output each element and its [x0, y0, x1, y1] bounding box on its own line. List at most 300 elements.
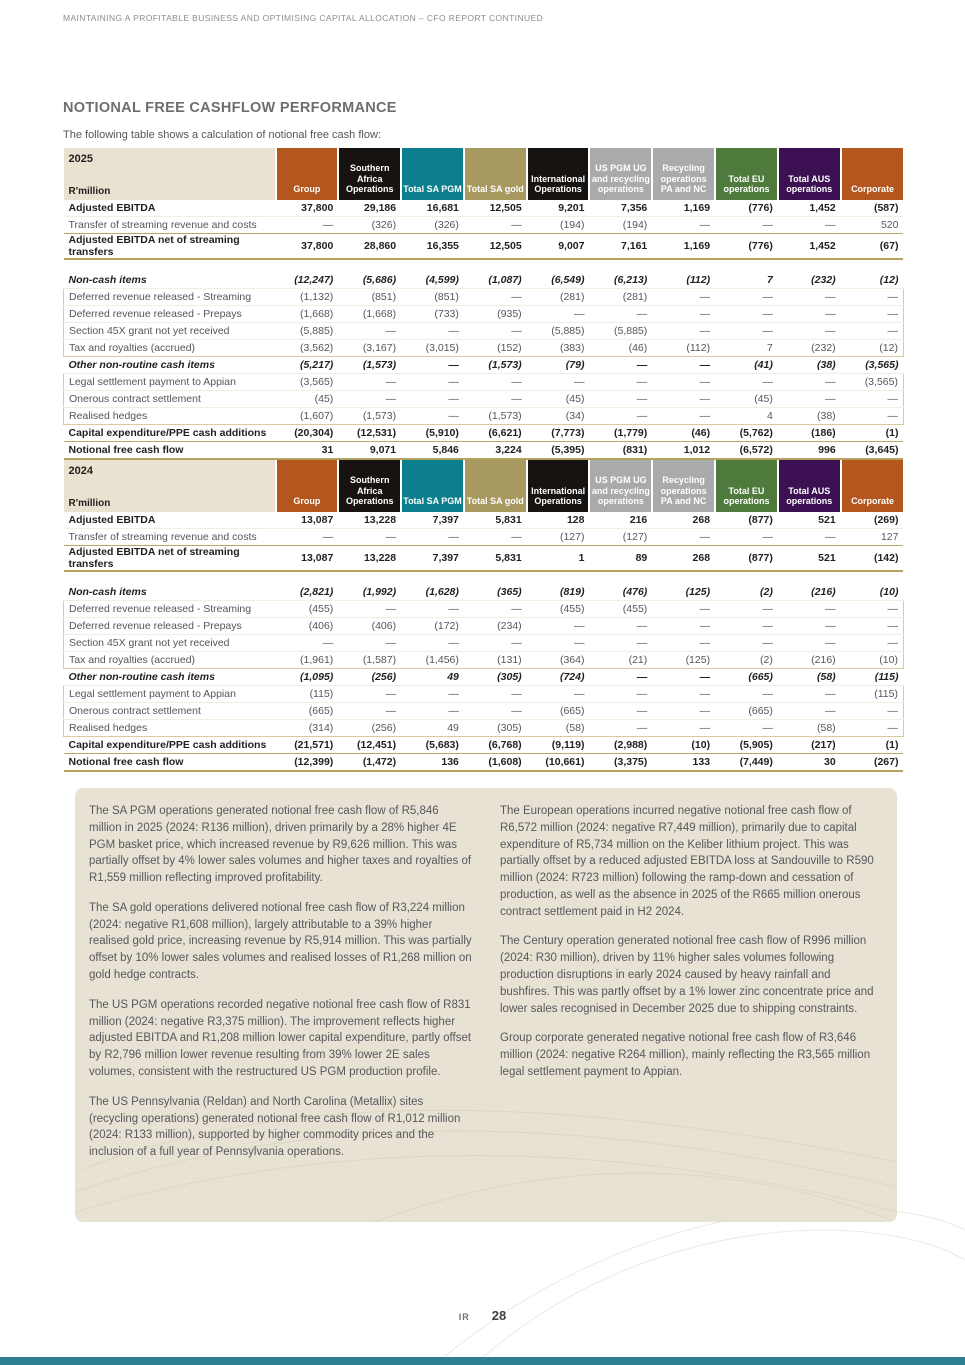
column-header: International Operations — [527, 460, 590, 512]
value-cell: — — [715, 374, 778, 391]
column-header: Total SA PGM — [401, 460, 464, 512]
value-cell: 521 — [778, 512, 841, 529]
value-cell: — — [778, 635, 841, 652]
row-label: Section 45X grant not yet received — [64, 635, 276, 652]
value-cell: 1,169 — [652, 234, 715, 260]
value-cell: (6,549) — [527, 272, 590, 289]
value-cell: — — [276, 529, 339, 546]
value-cell: — — [338, 529, 401, 546]
table-row — [64, 584, 904, 601]
value-cell: — — [589, 635, 652, 652]
value-cell: (21,571) — [276, 737, 339, 754]
value-cell: — — [841, 306, 904, 323]
value-cell: 1,452 — [778, 200, 841, 217]
value-cell: (38) — [778, 408, 841, 425]
value-cell: 7 — [715, 340, 778, 357]
value-cell: — — [715, 289, 778, 306]
commentary-paragraph: The US Pennsylvania (Reldan) and North Carolina (Metallix) sites (recycling operations) generated notional free cash flow of R1,012 million (2024: R133 million), supported by higher commodity prices and the inclusion of a full year of Pennsylvania operations. — [89, 1095, 461, 1159]
table-year-label: 2024 — [68, 465, 93, 477]
value-cell: (45) — [715, 391, 778, 408]
value-cell: — — [841, 289, 904, 306]
row-label: Other non-routine cash items — [64, 669, 276, 686]
value-cell: — — [401, 635, 464, 652]
value-cell: — — [778, 601, 841, 618]
value-cell: (1,573) — [338, 357, 401, 374]
value-cell: (724) — [527, 669, 590, 686]
page-number: 28 — [491, 1308, 507, 1323]
page-footer — [0, 1308, 965, 1323]
row-label: Transfer of streaming revenue and costs — [64, 529, 276, 546]
value-cell: (4,599) — [401, 272, 464, 289]
table-header-row — [64, 460, 904, 512]
column-header: Corporate — [841, 460, 904, 512]
value-cell: 13,087 — [276, 546, 339, 572]
row-label: Non-cash items — [64, 584, 276, 601]
page-title: NOTIONAL FREE CASHFLOW PERFORMANCE — [63, 100, 397, 116]
value-cell: (305) — [464, 669, 527, 686]
table-row — [64, 652, 904, 669]
table-year-label: 2025 — [68, 153, 93, 165]
value-cell: (5,885) — [589, 323, 652, 340]
value-cell: 996 — [778, 442, 841, 460]
value-cell: — — [464, 686, 527, 703]
value-cell: — — [652, 357, 715, 374]
value-cell: 13,228 — [338, 512, 401, 529]
table-row — [64, 442, 904, 460]
table-year-unit-header — [64, 460, 276, 512]
value-cell: 49 — [401, 720, 464, 737]
value-cell: 133 — [652, 754, 715, 772]
value-cell: (1,573) — [464, 357, 527, 374]
value-cell: — — [401, 686, 464, 703]
value-cell: — — [778, 703, 841, 720]
value-cell: — — [589, 720, 652, 737]
value-cell: (5,885) — [276, 323, 339, 340]
value-cell: — — [338, 703, 401, 720]
table-row — [64, 391, 904, 408]
value-cell: 30 — [778, 754, 841, 772]
table-row — [64, 546, 904, 572]
spacer-row — [64, 571, 904, 584]
column-header: Corporate — [841, 148, 904, 200]
value-cell: — — [338, 323, 401, 340]
value-cell: — — [464, 374, 527, 391]
value-cell: (851) — [338, 289, 401, 306]
table-unit-label: R'million — [68, 498, 111, 509]
value-cell: — — [778, 529, 841, 546]
value-cell: (733) — [401, 306, 464, 323]
value-cell: (5,885) — [527, 323, 590, 340]
row-label: Onerous contract settlement — [64, 391, 276, 408]
value-cell: — — [464, 601, 527, 618]
value-cell: 7,356 — [589, 200, 652, 217]
table-row — [64, 217, 904, 234]
table-unit-label: R'million — [68, 186, 111, 197]
row-label: Deferred revenue released - Prepays — [64, 618, 276, 635]
value-cell: — — [652, 669, 715, 686]
value-cell: — — [715, 618, 778, 635]
table-row — [64, 323, 904, 340]
table-row — [64, 669, 904, 686]
value-cell: (5,395) — [527, 442, 590, 460]
value-cell: 1,169 — [652, 200, 715, 217]
value-cell: (2,821) — [276, 584, 339, 601]
value-cell: — — [652, 391, 715, 408]
value-cell: (1,668) — [276, 306, 339, 323]
value-cell: (5,762) — [715, 425, 778, 442]
value-cell: — — [715, 217, 778, 234]
value-cell: — — [652, 601, 715, 618]
value-cell: — — [589, 391, 652, 408]
table-row — [64, 408, 904, 425]
value-cell: — — [841, 601, 904, 618]
value-cell: (58) — [778, 720, 841, 737]
row-label: Adjusted EBITDA — [64, 512, 276, 529]
value-cell: — — [652, 618, 715, 635]
value-cell: 12,505 — [464, 200, 527, 217]
value-cell: (6,213) — [589, 272, 652, 289]
value-cell: 13,228 — [338, 546, 401, 572]
value-cell: — — [338, 635, 401, 652]
value-cell: — — [338, 601, 401, 618]
value-cell: (305) — [464, 720, 527, 737]
value-cell: (364) — [527, 652, 590, 669]
cashflow-table-2025 — [63, 148, 903, 460]
column-header: Total EU operations — [715, 148, 778, 200]
column-header: International Operations — [527, 148, 590, 200]
row-label: Deferred revenue released - Streaming — [64, 601, 276, 618]
value-cell: (935) — [464, 306, 527, 323]
value-cell: (314) — [276, 720, 339, 737]
row-label: Legal settlement payment to Appian — [64, 374, 276, 391]
value-cell: — — [652, 408, 715, 425]
running-header: MAINTAINING A PROFITABLE BUSINESS AND OPTIMISING CAPITAL ALLOCATION – CFO REPORT CONTINUED — [63, 13, 544, 23]
value-cell: (877) — [715, 546, 778, 572]
column-header: US PGM UG and recycling operations — [589, 460, 652, 512]
value-cell: (2) — [715, 584, 778, 601]
row-label: Adjusted EBITDA net of streaming transfers — [64, 234, 276, 260]
value-cell: (152) — [464, 340, 527, 357]
value-cell: 28,860 — [338, 234, 401, 260]
value-cell: — — [652, 217, 715, 234]
value-cell: (79) — [527, 357, 590, 374]
value-cell: (476) — [589, 584, 652, 601]
value-cell: (10) — [841, 584, 904, 601]
value-cell: (142) — [841, 546, 904, 572]
value-cell: (10,661) — [527, 754, 590, 772]
value-cell: — — [401, 374, 464, 391]
row-label: Other non-routine cash items — [64, 357, 276, 374]
value-cell: (5,683) — [401, 737, 464, 754]
value-cell: (269) — [841, 512, 904, 529]
row-label: Transfer of streaming revenue and costs — [64, 217, 276, 234]
value-cell: (383) — [527, 340, 590, 357]
value-cell: (127) — [527, 529, 590, 546]
column-header: Total SA gold — [464, 148, 527, 200]
value-cell: (12) — [841, 340, 904, 357]
value-cell: (831) — [589, 442, 652, 460]
value-cell: 4 — [715, 408, 778, 425]
value-cell: 9,201 — [527, 200, 590, 217]
table-row — [64, 703, 904, 720]
row-label: Non-cash items — [64, 272, 276, 289]
value-cell: (115) — [841, 669, 904, 686]
value-cell: (67) — [841, 234, 904, 260]
value-cell: — — [778, 374, 841, 391]
value-cell: (1,992) — [338, 584, 401, 601]
value-cell: — — [527, 686, 590, 703]
table-row — [64, 529, 904, 546]
value-cell: — — [464, 703, 527, 720]
value-cell: (9,119) — [527, 737, 590, 754]
value-cell: (112) — [652, 272, 715, 289]
value-cell: (406) — [276, 618, 339, 635]
value-cell: — — [338, 391, 401, 408]
value-cell: — — [652, 529, 715, 546]
value-cell: (5,686) — [338, 272, 401, 289]
commentary-paragraph: Group corporate generated negative notional free cash flow of R3,646 million (2024: negative R264 million), mainly reflecting the R3,565 million legal settlement payment to Appian. — [500, 1032, 871, 1078]
value-cell: 268 — [652, 546, 715, 572]
value-cell: — — [589, 306, 652, 323]
value-cell: (665) — [715, 703, 778, 720]
value-cell: (12) — [841, 272, 904, 289]
value-cell: (877) — [715, 512, 778, 529]
value-cell: — — [401, 408, 464, 425]
row-label: Deferred revenue released - Prepays — [64, 306, 276, 323]
value-cell: 31 — [276, 442, 339, 460]
value-cell: (7,449) — [715, 754, 778, 772]
table-row — [64, 272, 904, 289]
value-cell: (12,247) — [276, 272, 339, 289]
value-cell: 37,800 — [276, 234, 339, 260]
row-label: Section 45X grant not yet received — [64, 323, 276, 340]
value-cell: 268 — [652, 512, 715, 529]
value-cell: (5,217) — [276, 357, 339, 374]
value-cell: (587) — [841, 200, 904, 217]
value-cell: — — [589, 618, 652, 635]
value-cell: (12,531) — [338, 425, 401, 442]
column-header: Total EU operations — [715, 460, 778, 512]
bottom-accent-bar — [0, 1357, 965, 1365]
row-label: Realised hedges — [64, 408, 276, 425]
value-cell: (267) — [841, 754, 904, 772]
value-cell: (125) — [652, 652, 715, 669]
value-cell: 128 — [527, 512, 590, 529]
value-cell: (10) — [652, 737, 715, 754]
financial-table-2024 — [63, 460, 904, 772]
value-cell: — — [401, 529, 464, 546]
value-cell: (1,961) — [276, 652, 339, 669]
value-cell: — — [589, 357, 652, 374]
value-cell: 29,186 — [338, 200, 401, 217]
row-label: Capital expenditure/PPE cash additions — [64, 737, 276, 754]
value-cell: — — [652, 686, 715, 703]
value-cell: (216) — [778, 652, 841, 669]
value-cell: — — [464, 289, 527, 306]
value-cell: (406) — [338, 618, 401, 635]
value-cell: — — [338, 686, 401, 703]
value-cell: 37,800 — [276, 200, 339, 217]
value-cell: (819) — [527, 584, 590, 601]
value-cell: (5,910) — [401, 425, 464, 442]
value-cell: — — [841, 408, 904, 425]
intro-text: The following table shows a calculation of notional free cash flow: — [63, 129, 381, 141]
value-cell: (1,668) — [338, 306, 401, 323]
row-label: Capital expenditure/PPE cash additions — [64, 425, 276, 442]
value-cell: — — [841, 323, 904, 340]
table-row — [64, 618, 904, 635]
value-cell: 5,846 — [401, 442, 464, 460]
value-cell: (5,905) — [715, 737, 778, 754]
value-cell: — — [464, 323, 527, 340]
value-cell: (125) — [652, 584, 715, 601]
value-cell: — — [778, 618, 841, 635]
commentary-paragraph: The SA PGM operations generated notional free cash flow of R5,846 million in 2025 (2024: R136 million), driven primarily by a 28% higher 4E PGM basket price, which increased revenue by R9,626 million. This was partially offset by 4% lower sales volumes and higher taxes and royalties of R1,559 million reflecting improved profitability. — [89, 805, 472, 885]
value-cell: — — [778, 391, 841, 408]
value-cell: (3,167) — [338, 340, 401, 357]
row-label: Adjusted EBITDA — [64, 200, 276, 217]
value-cell: 7 — [715, 272, 778, 289]
table-row — [64, 357, 904, 374]
value-cell: 5,831 — [464, 546, 527, 572]
value-cell: (21) — [589, 652, 652, 669]
value-cell: (45) — [276, 391, 339, 408]
table-row — [64, 306, 904, 323]
value-cell: (1,587) — [338, 652, 401, 669]
table-row — [64, 737, 904, 754]
value-cell: — — [276, 635, 339, 652]
financial-table-2025 — [63, 148, 904, 460]
value-cell: 136 — [401, 754, 464, 772]
value-cell: (58) — [778, 669, 841, 686]
value-cell: (256) — [338, 669, 401, 686]
commentary-right-column — [500, 803, 883, 1174]
value-cell: — — [778, 217, 841, 234]
value-cell: — — [715, 635, 778, 652]
value-cell: — — [715, 529, 778, 546]
value-cell: — — [778, 289, 841, 306]
column-header: Group — [276, 148, 339, 200]
table-year-unit-header — [64, 148, 276, 200]
value-cell: 9,071 — [338, 442, 401, 460]
value-cell: — — [401, 391, 464, 408]
value-cell: — — [527, 618, 590, 635]
value-cell: (1,573) — [464, 408, 527, 425]
value-cell: (46) — [589, 340, 652, 357]
table-row — [64, 289, 904, 306]
value-cell: (776) — [715, 234, 778, 260]
spacer-row — [64, 259, 904, 272]
value-cell: — — [715, 306, 778, 323]
cashflow-table-2024 — [63, 460, 903, 772]
value-cell: — — [652, 323, 715, 340]
table-row — [64, 234, 904, 260]
value-cell: — — [652, 720, 715, 737]
row-label: Tax and royalties (accrued) — [64, 652, 276, 669]
value-cell: (326) — [338, 217, 401, 234]
value-cell: 7,397 — [401, 546, 464, 572]
value-cell: — — [464, 529, 527, 546]
commentary-panel — [75, 788, 897, 1222]
value-cell: (6,572) — [715, 442, 778, 460]
value-cell: (232) — [778, 272, 841, 289]
value-cell: (1,573) — [338, 408, 401, 425]
commentary-paragraph: The European operations incurred negative notional free cash flow of R6,572 million (2024: negative R7,449 million), primarily due to capital expenditure of R5,734 million on the Keliber lithium project. This was partially offset by a reduced adjusted EBITDA loss at Sandouville to R590 million (2024: R723 million) following the ramp-down and cessation of production, as well as the absence in 2025 of the R665 million onerous contract settlement paid in H2 2024. — [500, 805, 874, 918]
value-cell: (776) — [715, 200, 778, 217]
row-label: Legal settlement payment to Appian — [64, 686, 276, 703]
value-cell: (217) — [778, 737, 841, 754]
value-cell: — — [841, 635, 904, 652]
value-cell: (3,562) — [276, 340, 339, 357]
table-row — [64, 720, 904, 737]
value-cell: (112) — [652, 340, 715, 357]
value-cell: (1,628) — [401, 584, 464, 601]
value-cell: — — [276, 217, 339, 234]
value-cell: (1) — [841, 737, 904, 754]
value-cell: — — [652, 374, 715, 391]
value-cell: 1,452 — [778, 234, 841, 260]
value-cell: (3,015) — [401, 340, 464, 357]
value-cell: (3,565) — [276, 374, 339, 391]
value-cell: 3,224 — [464, 442, 527, 460]
column-header: Southern Africa Operations — [338, 148, 401, 200]
value-cell: — — [527, 306, 590, 323]
value-cell: (232) — [778, 340, 841, 357]
value-cell: (281) — [589, 289, 652, 306]
value-cell: 127 — [841, 529, 904, 546]
column-header: Total SA PGM — [401, 148, 464, 200]
value-cell: (3,565) — [841, 374, 904, 391]
value-cell: (1,456) — [401, 652, 464, 669]
column-header: Group — [276, 460, 339, 512]
value-cell: (1,608) — [464, 754, 527, 772]
column-header: Recycling operations PA and NC — [652, 460, 715, 512]
table-header-row — [64, 148, 904, 200]
commentary-left-column — [89, 803, 472, 1174]
value-cell: 520 — [841, 217, 904, 234]
row-label: Adjusted EBITDA net of streaming transfers — [64, 546, 276, 572]
value-cell: (1,472) — [338, 754, 401, 772]
value-cell: — — [715, 601, 778, 618]
value-cell: (455) — [527, 601, 590, 618]
value-cell: (45) — [527, 391, 590, 408]
value-cell: 521 — [778, 546, 841, 572]
value-cell: 5,831 — [464, 512, 527, 529]
value-cell: (38) — [778, 357, 841, 374]
value-cell: (3,645) — [841, 442, 904, 460]
value-cell: — — [589, 686, 652, 703]
value-cell: 16,355 — [401, 234, 464, 260]
value-cell: — — [401, 357, 464, 374]
value-cell: (46) — [652, 425, 715, 442]
value-cell: (58) — [527, 720, 590, 737]
commentary-paragraph: The SA gold operations delivered notional free cash flow of R3,224 million (2024: negative R1,608 million), largely attributable to a 39% higher realised gold price, increasing revenue by R5,914 million. This was partially offset by 10% lower sales volumes and realised losses of R1,268 million on gold hedge contracts. — [89, 901, 472, 982]
commentary-paragraph: The Century operation generated notional free cash flow of R996 million (2024: R30 million), driven by 11% higher sales volumes following production disruptions in early 2024 caused by heavy rainfall and bushfires. This was partly offset by a 1% lower zinc concentrate price and lower sales recognised in December 2025 due to shipping constraints. — [500, 935, 874, 1015]
value-cell: 1 — [527, 546, 590, 572]
value-cell: 49 — [401, 669, 464, 686]
value-cell: — — [778, 306, 841, 323]
value-cell: (115) — [276, 686, 339, 703]
column-header: Southern Africa Operations — [338, 460, 401, 512]
value-cell: (194) — [589, 217, 652, 234]
value-cell: (455) — [589, 601, 652, 618]
value-cell: (1,779) — [589, 425, 652, 442]
value-cell: — — [589, 408, 652, 425]
row-label: Notional free cash flow — [64, 754, 276, 772]
value-cell: (281) — [527, 289, 590, 306]
column-header: Total AUS operations — [778, 148, 841, 200]
row-label: Realised hedges — [64, 720, 276, 737]
